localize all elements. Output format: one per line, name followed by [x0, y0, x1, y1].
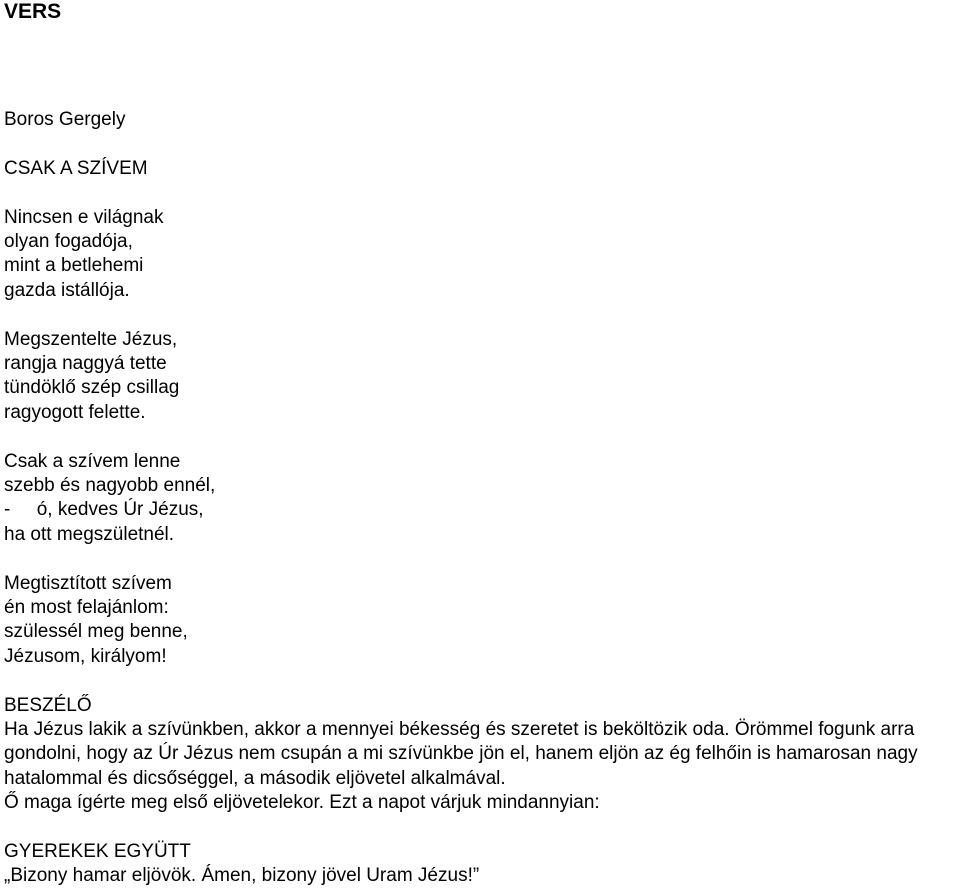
stanza — [4, 572, 958, 670]
poem-line: ha ott megszületnél. — [4, 523, 175, 545]
poem-line: olyan fogadója, — [4, 231, 133, 252]
poem-line: mint a betlehemi — [4, 255, 144, 277]
poem-line: szülessél meg benne, — [4, 621, 188, 643]
spacer — [4, 425, 958, 449]
poem-line: ragyogott felette. — [4, 401, 146, 423]
spacer — [4, 132, 958, 156]
spacer — [4, 547, 958, 571]
poem-line: Megtisztított szívem — [4, 572, 172, 594]
poem-title: CSAK A SZÍVEM — [4, 157, 148, 179]
author-name: Boros Gergely — [4, 109, 126, 130]
spacer — [4, 816, 958, 840]
document — [4, 0, 958, 889]
poem-line: én most felajánlom: — [4, 597, 169, 619]
poem-line: Megszentelte Jézus, — [4, 328, 178, 350]
stanza — [4, 206, 958, 304]
narrator-label: BESZÉLŐ — [4, 694, 92, 716]
section-heading: VERS — [4, 0, 62, 23]
poem-line: gazda istállója. — [4, 279, 130, 301]
stanza — [4, 450, 958, 548]
narrator-text: Ha Jézus lakik a szívünkben, akkor a mennyei békesség és szeretet is beköltözik oda. Örömmel fogunk arra gondolni, hogy az Úr Jézus nem csupán a mi szívünkbe jön el, hanem eljön az ég felhőin is hamarosan nagy hatalommal és dicsőséggel, a második eljövetel alkalmával. — [4, 719, 918, 789]
poem-line: szebb és nagyobb ennél, — [4, 475, 216, 497]
stanza — [4, 328, 958, 426]
poem-line: tündöklő szép csillag — [4, 377, 180, 399]
poem-line: Jézusom, királyom! — [4, 645, 167, 667]
spacer — [4, 24, 958, 108]
poem-line: rangja naggyá tette — [4, 353, 167, 375]
children-text: „Bizony hamar eljövök. Ámen, bizony jövel Uram Jézus!” — [4, 865, 480, 887]
spacer — [4, 181, 958, 205]
narrator-text-2: Ő maga ígérte meg első eljövetelekor. Ezt a napot várjuk mindannyian: — [4, 792, 600, 814]
spacer — [4, 669, 958, 693]
spacer — [4, 303, 958, 327]
poem-line: Nincsen e világnak — [4, 206, 164, 228]
children-label: GYEREKEK EGYÜTT — [4, 841, 191, 863]
poem-line: - ó, kedves Úr Jézus, — [4, 499, 204, 521]
poem-line: Csak a szívem lenne — [4, 450, 181, 472]
